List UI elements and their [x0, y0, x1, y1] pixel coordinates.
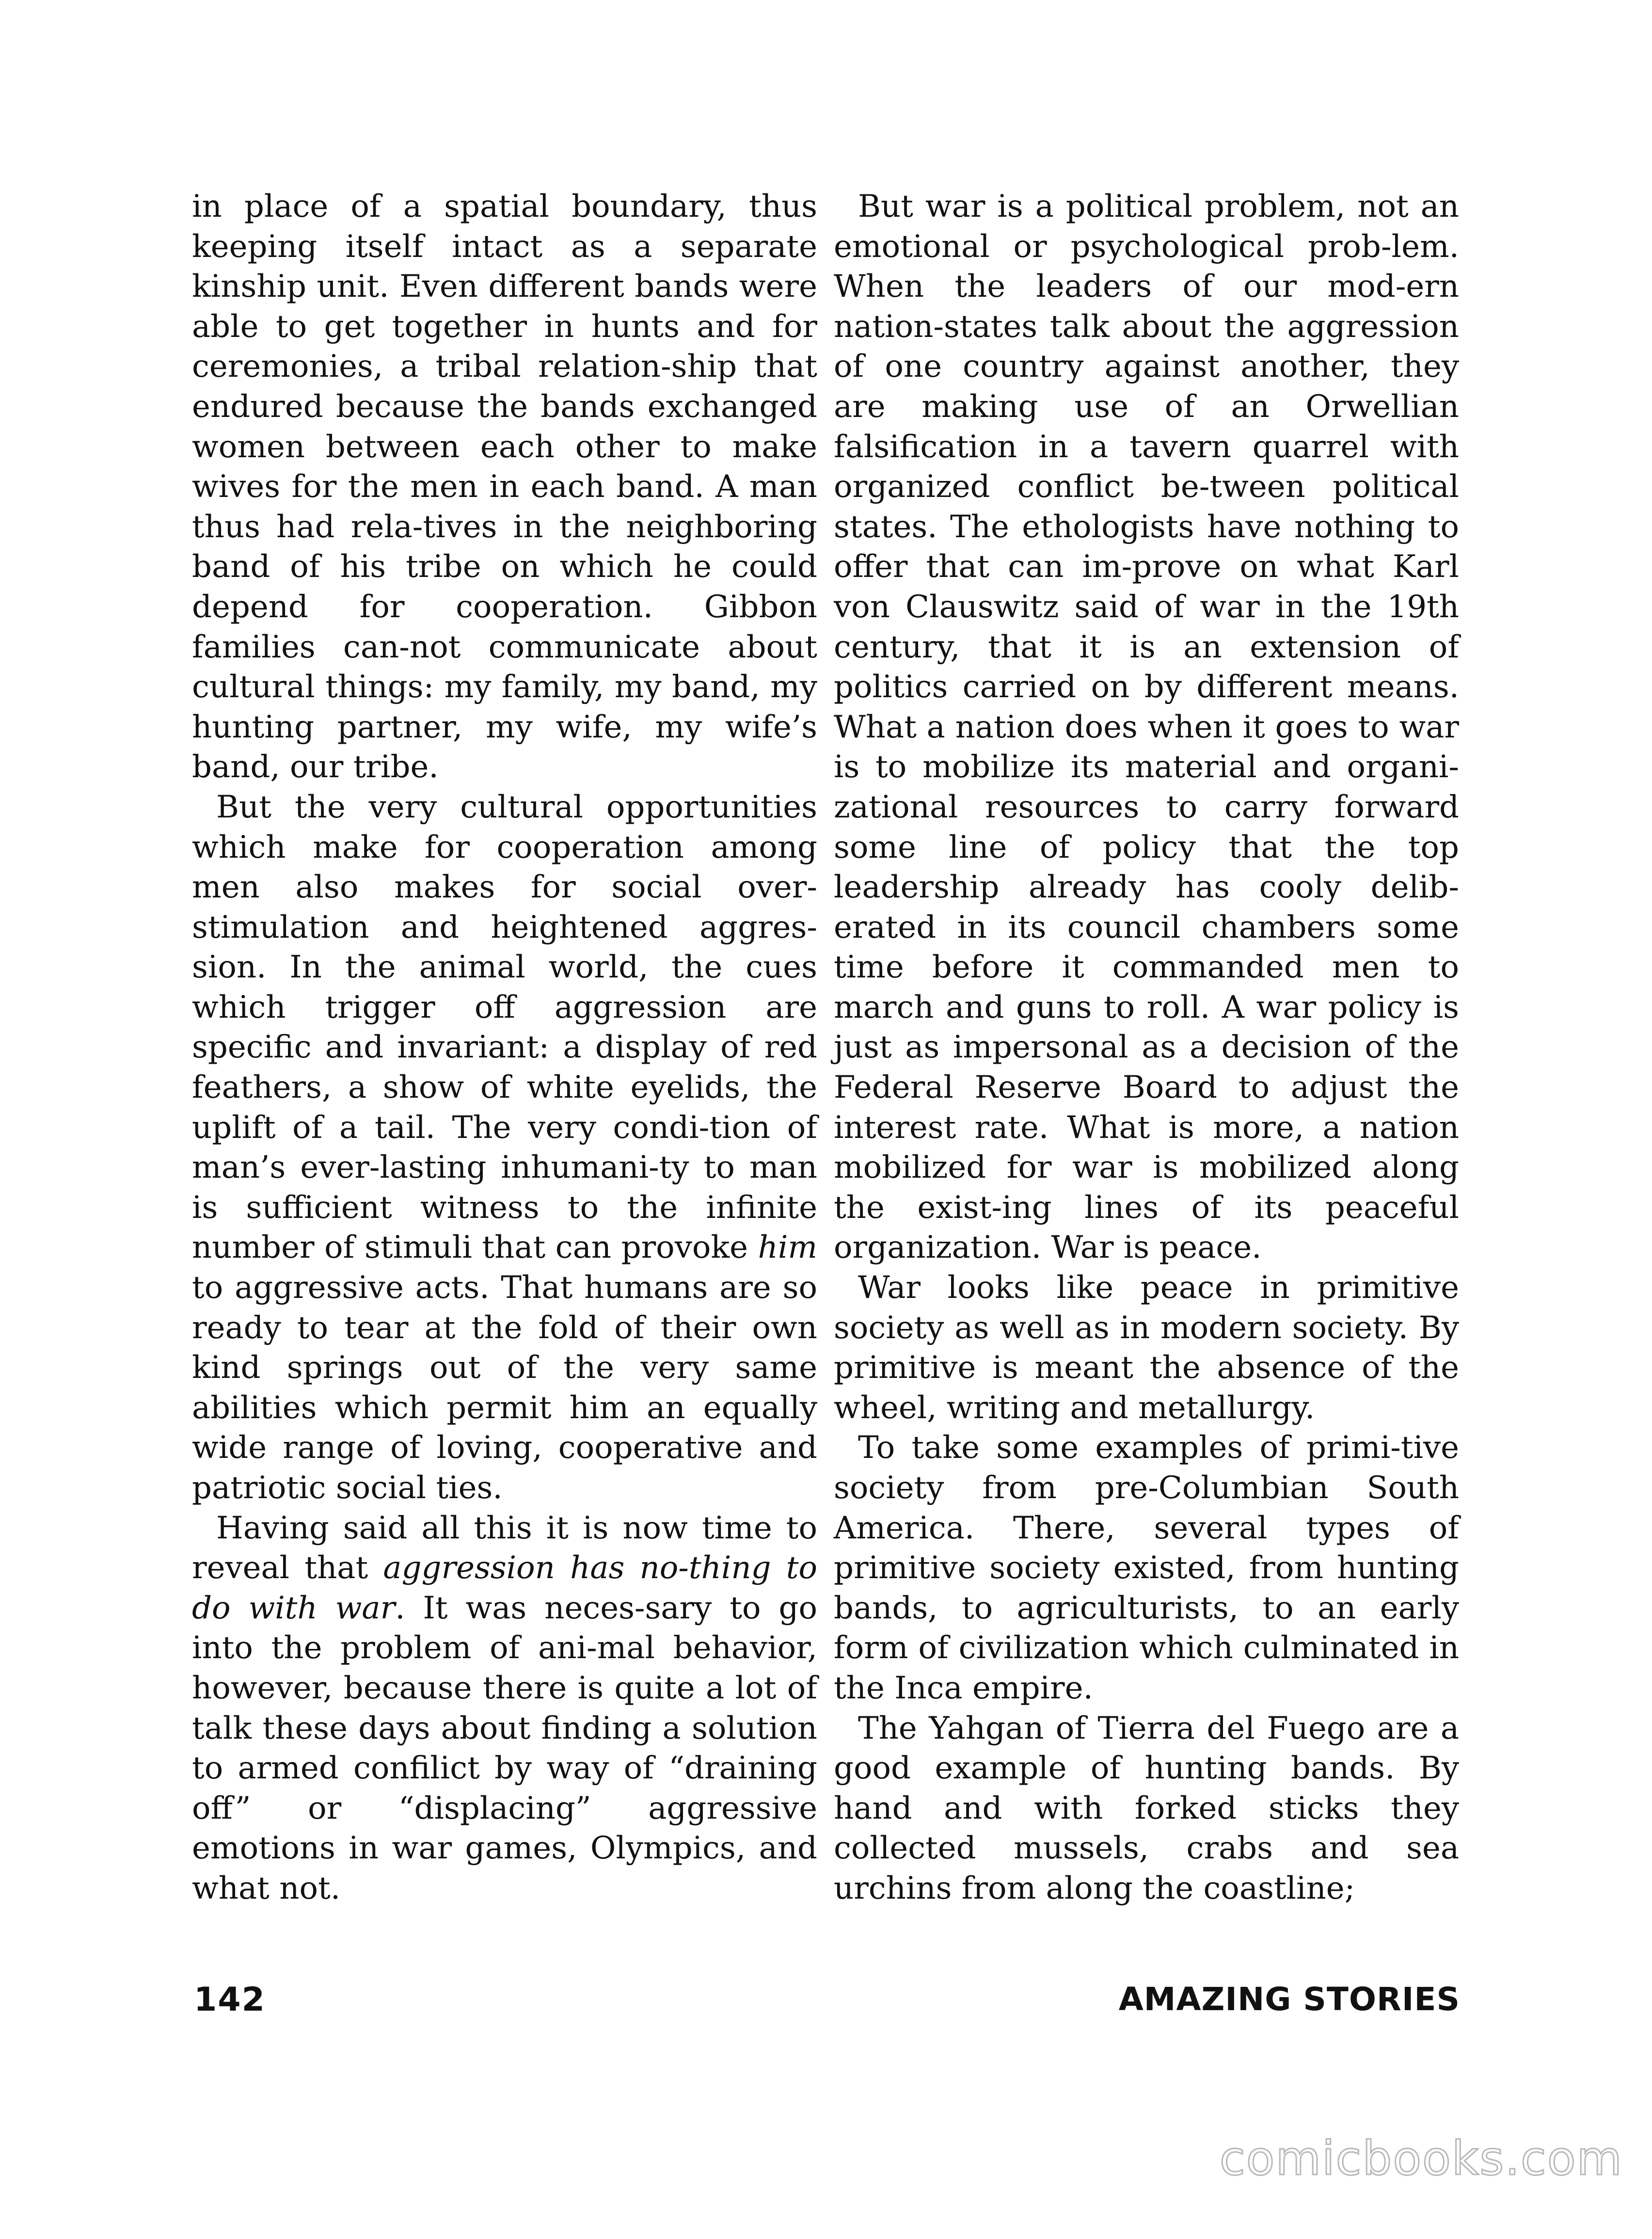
- paragraph: in place of a spatial boundary, thus keeping itself intact as a separate kinship unit. Even different bands were able to get together in hunts and for ceremonies, a tribal relation-ship that endured because the bands exchanged women between each other to make wives for the men in each band. A man thus had rela-tives in the neighboring band of his tribe on which he could depend for cooperation. Gibbon families can-not communicate about cultural things: my family, my band, my hunting partner, my wife, my wife’s band, our tribe.: [192, 189, 817, 785]
- paragraph: The Yahgan of Tierra del Fuego are a good example of hunting bands. By hand and with forked sticks they collected mussels, crabs and sea urchins from along the coastline;: [834, 1710, 1459, 1906]
- paragraph: War looks like peace in primitive society as well as in modern society. By primitive is meant the absence of the wheel, writing and metallurgy.: [834, 1270, 1459, 1426]
- paragraph: [192, 1508, 817, 1909]
- page-number: 142: [194, 1981, 266, 2019]
- text-run: to aggressive acts. That humans are so ready to tear at the fold of their own kind springs out of the very same abilities which permit him an equally wide range of loving, cooperative and patriotic social ties.: [192, 1270, 817, 1506]
- paragraph: [192, 787, 817, 1508]
- watermark: comicbooks.com: [1219, 2131, 1623, 2186]
- paragraph: But war is a political problem, not an emotional or psychological prob-lem. When the leaders of our mod-ern nation-states talk about the aggression of one country against another, they are making use of an Orwellian falsification in a tavern quarrel with organized conflict be-tween political states. The ethologists have nothing to offer that can im-prove on what Karl von Clauswitz said of war in the 19th century, that it is an extension of politics carried on by different means. What a nation does when it goes to war is to mobilize its material and organi-zational resources to carry forward some line of policy that the top leadership already has cooly delib-erated in its council chambers some time before it commanded men to march and guns to roll. A war policy is just as impersonal as a decision of the Federal Reserve Board to adjust the interest rate. What is more, a nation mobilized for war is mobilized along the exist-ing lines of its peaceful organization. War is peace.: [834, 189, 1459, 1266]
- left-text-column: [192, 187, 817, 1909]
- text-run: . It was neces-sary to go into the problem of ani-mal behavior, however, because there is quite a lot of talk these days about finding a solution to armed confilict by way of “draining off” or “displacing” aggressive emotions in war games, Olympics, and what not.: [192, 1590, 818, 1906]
- magazine-title: AMAZING STORIES: [1118, 1981, 1460, 2018]
- paragraph: To take some examples of primi-tive society from pre-Columbian South America. There, several types of primitive society existed, from hunting bands, to agriculturists, to an early form of civilization which culminated in the Inca empire.: [834, 1430, 1459, 1706]
- emphasis-text: him: [758, 1230, 817, 1266]
- text-run: But the very cultural opportunities which make for cooperation among men also makes for social over-stimulation and heightened aggres-sion. In the animal world, the cues which trigger off aggression are specific and invariant: a display of red feathers, a show of white eyelids, the uplift of a tail. The very condi-tion of man’s ever-lasting inhumani-ty to man is sufficient witness to the infinite number of stimuli that can provoke: [192, 789, 817, 1266]
- right-text-column: [834, 187, 1459, 1909]
- text-run: Having said all this it is now time to reveal that: [192, 1510, 817, 1586]
- emphasis-text: aggression has no-thing to do with war: [192, 1550, 818, 1626]
